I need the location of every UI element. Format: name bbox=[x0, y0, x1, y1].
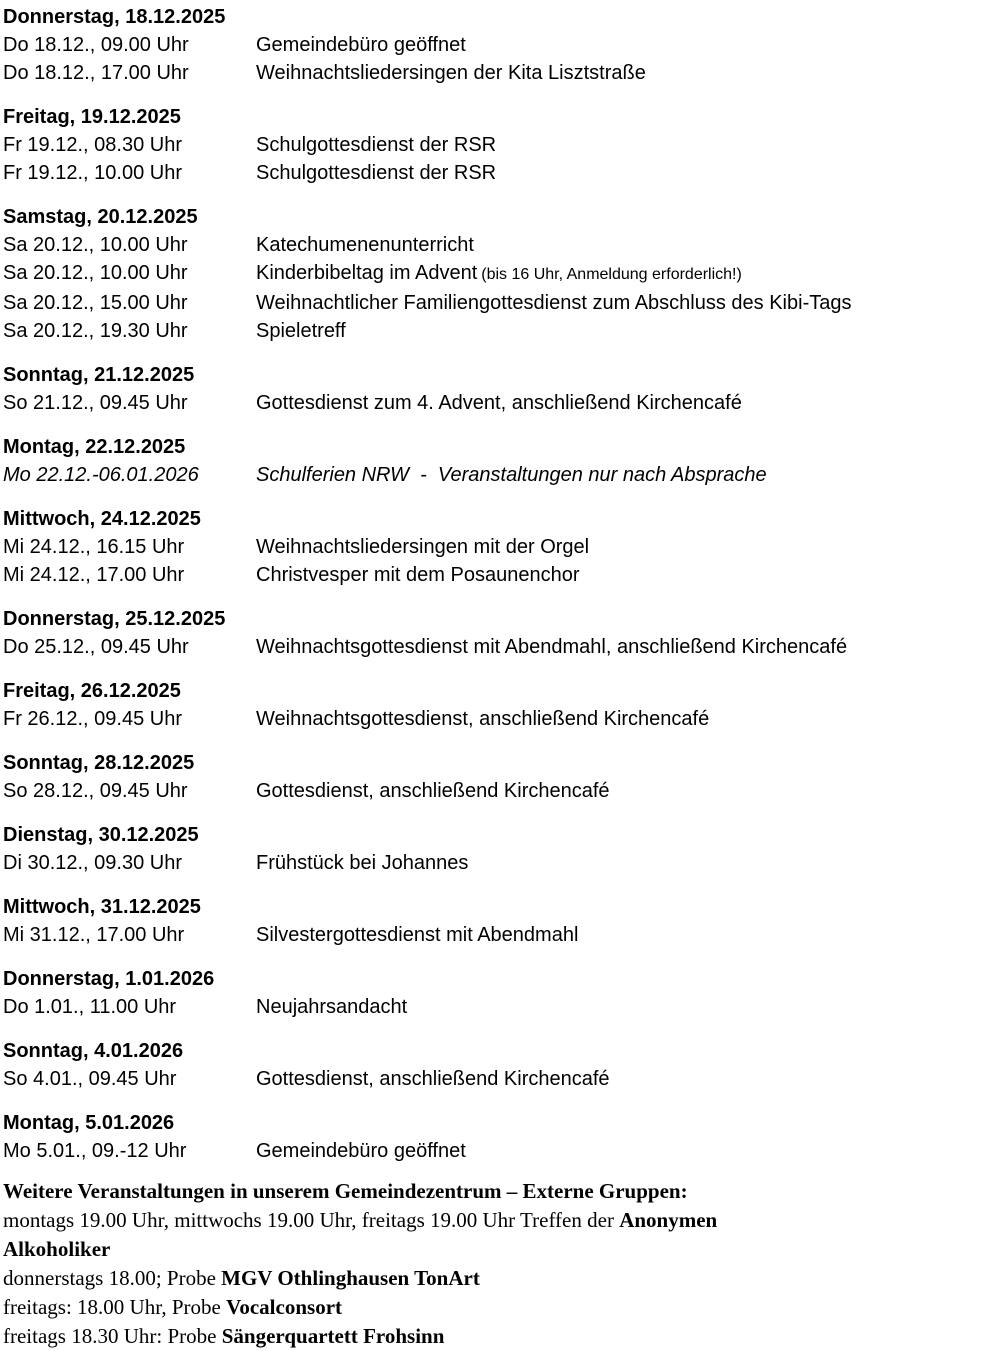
group-name: MGV Othlinghausen TonArt bbox=[221, 1266, 480, 1290]
event-time: So 21.12., 09.45 Uhr bbox=[3, 392, 188, 414]
event-description bbox=[256, 1065, 990, 1093]
event-description bbox=[256, 317, 990, 345]
day-header: Donnerstag, 1.01.2026 bbox=[3, 968, 215, 990]
external-group-line bbox=[3, 1235, 990, 1264]
group-schedule: freitags: 18.00 Uhr, Probe bbox=[3, 1295, 227, 1319]
event-description bbox=[256, 231, 990, 259]
group-name: Vocalconsort bbox=[226, 1295, 343, 1319]
event-title: Silvestergottesdienst mit Abendmahl bbox=[256, 924, 579, 946]
event-row bbox=[3, 921, 990, 949]
event-row bbox=[3, 59, 990, 87]
day-header: Mittwoch, 24.12.2025 bbox=[3, 508, 201, 530]
event-row bbox=[3, 289, 990, 317]
event-description bbox=[256, 993, 990, 1021]
event-description bbox=[256, 59, 990, 87]
event-time: Sa 20.12., 10.00 Uhr bbox=[3, 234, 188, 256]
calendar-section bbox=[3, 433, 990, 489]
event-note: (bis 16 Uhr, Anmeldung erforderlich!) bbox=[481, 266, 742, 283]
external-group-line bbox=[3, 1206, 990, 1235]
calendar-section bbox=[3, 893, 990, 949]
day-header: Mittwoch, 31.12.2025 bbox=[3, 896, 201, 918]
event-title: Schulgottesdienst der RSR bbox=[256, 134, 497, 156]
external-groups-heading bbox=[3, 1177, 990, 1206]
event-description bbox=[256, 389, 990, 417]
group-schedule: freitags 18.30 Uhr: Probe bbox=[3, 1324, 222, 1348]
event-time: Sa 20.12., 10.00 Uhr bbox=[3, 262, 188, 284]
event-title: Gottesdienst zum 4. Advent, anschließend Kirchencafé bbox=[256, 392, 742, 414]
event-time: Do 18.12., 09.00 Uhr bbox=[3, 34, 189, 56]
event-time: Sa 20.12., 15.00 Uhr bbox=[3, 292, 188, 314]
event-row bbox=[3, 461, 990, 489]
day-header: Sonntag, 4.01.2026 bbox=[3, 1040, 184, 1062]
event-calendar bbox=[3, 3, 990, 1165]
day-header: Donnerstag, 25.12.2025 bbox=[3, 608, 226, 630]
event-time: Do 18.12., 17.00 Uhr bbox=[3, 62, 189, 84]
day-header: Freitag, 26.12.2025 bbox=[3, 680, 181, 702]
day-header: Dienstag, 30.12.2025 bbox=[3, 824, 199, 846]
event-time: So 4.01., 09.45 Uhr bbox=[3, 1068, 177, 1090]
event-title: Katechumenenunterricht bbox=[256, 234, 474, 256]
event-description bbox=[256, 849, 990, 877]
event-description bbox=[256, 633, 990, 661]
event-title: Weihnachtsgottesdienst mit Abendmahl, anschließend Kirchencafé bbox=[256, 636, 848, 658]
event-title: Schulgottesdienst der RSR bbox=[256, 162, 497, 184]
day-header: Donnerstag, 18.12.2025 bbox=[3, 6, 226, 28]
event-title: Gottesdienst, anschließend Kirchencafé bbox=[256, 780, 610, 802]
event-title: Schulferien NRW - Veranstaltungen nur nach Absprache bbox=[256, 464, 767, 486]
event-description bbox=[256, 777, 990, 805]
event-row bbox=[3, 705, 990, 733]
calendar-section bbox=[3, 203, 990, 345]
event-title: Weihnachtsliedersingen der Kita Lisztstraße bbox=[256, 62, 646, 84]
group-name: Weitere Veranstaltungen in unserem Gemeindezentrum – Externe Gruppen: bbox=[3, 1179, 688, 1203]
event-time: So 28.12., 09.45 Uhr bbox=[3, 780, 188, 802]
event-title: Gemeindebüro geöffnet bbox=[256, 34, 466, 56]
event-time: Mi 24.12., 17.00 Uhr bbox=[3, 564, 185, 586]
event-description bbox=[256, 705, 990, 733]
day-header: Samstag, 20.12.2025 bbox=[3, 206, 198, 228]
event-time: Mi 24.12., 16.15 Uhr bbox=[3, 536, 185, 558]
event-title: Neujahrsandacht bbox=[256, 996, 408, 1018]
event-row bbox=[3, 1137, 990, 1165]
event-row bbox=[3, 389, 990, 417]
event-title: Frühstück bei Johannes bbox=[256, 852, 469, 874]
event-title: Weihnachtsgottesdienst, anschließend Kirchencafé bbox=[256, 708, 710, 730]
event-time: Mo 5.01., 09.-12 Uhr bbox=[3, 1140, 187, 1162]
calendar-section bbox=[3, 361, 990, 417]
event-description bbox=[256, 159, 990, 187]
event-title: Christvesper mit dem Posaunenchor bbox=[256, 564, 580, 586]
event-time: Do 1.01., 11.00 Uhr bbox=[3, 996, 177, 1018]
event-time: Fr 19.12., 08.30 Uhr bbox=[3, 134, 182, 156]
group-schedule: donnerstags 18.00; Probe bbox=[3, 1266, 222, 1290]
day-header: Freitag, 19.12.2025 bbox=[3, 106, 181, 128]
calendar-section bbox=[3, 103, 990, 187]
event-description bbox=[256, 1137, 990, 1165]
calendar-section bbox=[3, 3, 990, 87]
event-row bbox=[3, 849, 990, 877]
event-time: Di 30.12., 09.30 Uhr bbox=[3, 852, 182, 874]
calendar-section bbox=[3, 965, 990, 1021]
event-title: Weihnachtlicher Familiengottesdienst zum Abschluss des Kibi-Tags bbox=[256, 292, 852, 314]
event-row bbox=[3, 777, 990, 805]
event-row bbox=[3, 259, 990, 289]
day-header: Sonntag, 21.12.2025 bbox=[3, 364, 195, 386]
group-name: Sängerquartett Frohsinn bbox=[221, 1324, 445, 1348]
event-description bbox=[256, 289, 990, 317]
event-row bbox=[3, 31, 990, 59]
external-group-line bbox=[3, 1322, 990, 1351]
event-time: Sa 20.12., 19.30 Uhr bbox=[3, 320, 188, 342]
event-title: Weihnachtsliedersingen mit der Orgel bbox=[256, 536, 590, 558]
external-groups-section bbox=[3, 1177, 990, 1351]
event-title: Kinderbibeltag im Advent bbox=[256, 262, 478, 284]
event-title: Spieletreff bbox=[256, 320, 346, 342]
event-time: Mo 22.12.-06.01.2026 bbox=[3, 464, 199, 486]
event-row bbox=[3, 633, 990, 661]
calendar-section bbox=[3, 677, 990, 733]
event-time: Fr 26.12., 09.45 Uhr bbox=[3, 708, 182, 730]
calendar-section bbox=[3, 1037, 990, 1093]
event-row bbox=[3, 231, 990, 259]
event-description bbox=[256, 259, 990, 289]
event-row bbox=[3, 533, 990, 561]
event-title: Gemeindebüro geöffnet bbox=[256, 1140, 466, 1162]
day-header: Sonntag, 28.12.2025 bbox=[3, 752, 195, 774]
event-description bbox=[256, 31, 990, 59]
external-group-line bbox=[3, 1293, 990, 1322]
group-name: Anonymen bbox=[619, 1208, 718, 1232]
event-row bbox=[3, 159, 990, 187]
event-row bbox=[3, 1065, 990, 1093]
day-header: Montag, 5.01.2026 bbox=[3, 1112, 175, 1134]
event-description bbox=[256, 533, 990, 561]
group-name: Alkoholiker bbox=[3, 1237, 111, 1261]
event-time: Mi 31.12., 17.00 Uhr bbox=[3, 924, 185, 946]
event-description bbox=[256, 461, 990, 489]
event-row bbox=[3, 993, 990, 1021]
day-header: Montag, 22.12.2025 bbox=[3, 436, 186, 458]
event-row bbox=[3, 561, 990, 589]
event-description bbox=[256, 921, 990, 949]
event-title: Gottesdienst, anschließend Kirchencafé bbox=[256, 1068, 610, 1090]
event-time: Fr 19.12., 10.00 Uhr bbox=[3, 162, 182, 184]
calendar-section bbox=[3, 505, 990, 589]
calendar-section bbox=[3, 821, 990, 877]
group-schedule: montags 19.00 Uhr, mittwochs 19.00 Uhr, freitags 19.00 Uhr Treffen der bbox=[3, 1208, 620, 1232]
calendar-section bbox=[3, 605, 990, 661]
event-description bbox=[256, 131, 990, 159]
event-row bbox=[3, 317, 990, 345]
event-description bbox=[256, 561, 990, 589]
calendar-section bbox=[3, 1109, 990, 1165]
event-time: Do 25.12., 09.45 Uhr bbox=[3, 636, 189, 658]
calendar-section bbox=[3, 749, 990, 805]
external-group-line bbox=[3, 1264, 990, 1293]
event-row bbox=[3, 131, 990, 159]
